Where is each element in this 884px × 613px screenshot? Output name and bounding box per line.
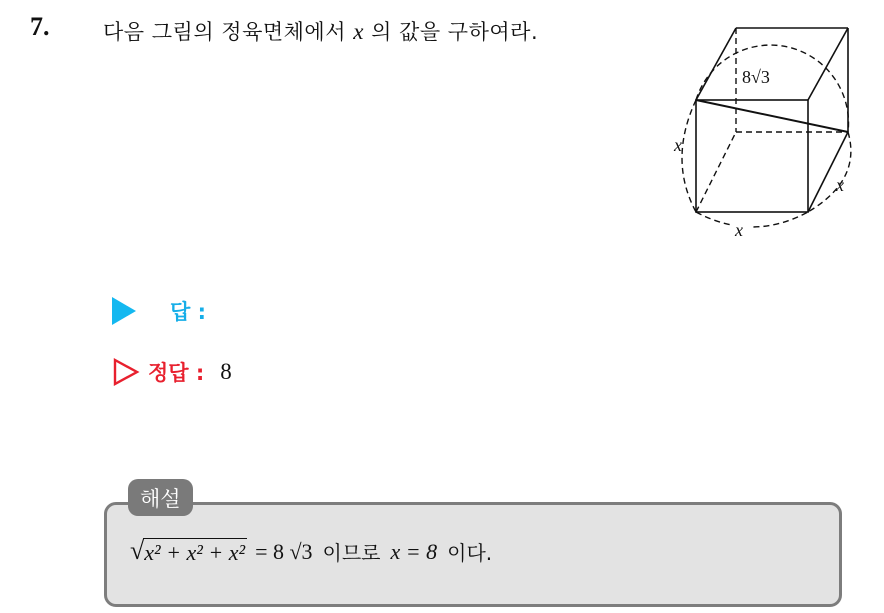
- question-text: [103, 16, 538, 46]
- outline-triangle-icon: [112, 358, 140, 386]
- question-variable: x: [353, 19, 364, 44]
- correct-answer-row: [112, 357, 232, 387]
- label-x-bottom: x: [735, 220, 743, 240]
- cube-figure: [668, 10, 858, 250]
- solution-tag: 해설: [128, 479, 193, 516]
- question-text-before: 다음 그림의 정육면체에서: [103, 20, 346, 44]
- answer-input-row: [112, 296, 222, 326]
- question-number: 7.: [30, 12, 50, 41]
- question-text-after: 의 값을 구하여라.: [371, 20, 539, 44]
- solution-text-mid: 이므로: [322, 541, 381, 565]
- hidden-edge: [696, 132, 736, 212]
- cube-edge: [808, 132, 848, 212]
- solution-text-end: 이다.: [447, 541, 493, 565]
- space-diagonal: [696, 100, 848, 132]
- solution-formula: [130, 537, 492, 566]
- solution-result: x = 8: [390, 538, 438, 564]
- cube-edge: [808, 28, 848, 100]
- sqrt-expression: √ x² + x² + x²: [130, 535, 246, 565]
- label-x-left: x: [674, 135, 682, 155]
- answer-label: 답 :: [170, 300, 206, 324]
- correct-answer-value: 8: [220, 359, 232, 384]
- filled-triangle-icon: [112, 297, 136, 325]
- cube-front-face: [696, 100, 808, 212]
- cube-edge: [696, 28, 736, 100]
- label-x-right: x: [836, 175, 844, 195]
- dashed-arc-left: [682, 100, 696, 212]
- label-top: 8√3: [742, 67, 770, 87]
- formula-rhs: = 8 √3: [255, 538, 313, 564]
- correct-answer-label: 정답 :: [148, 361, 205, 385]
- formula-lhs: x² + x² + x²: [144, 539, 246, 565]
- dashed-arc-bottom: [696, 212, 808, 227]
